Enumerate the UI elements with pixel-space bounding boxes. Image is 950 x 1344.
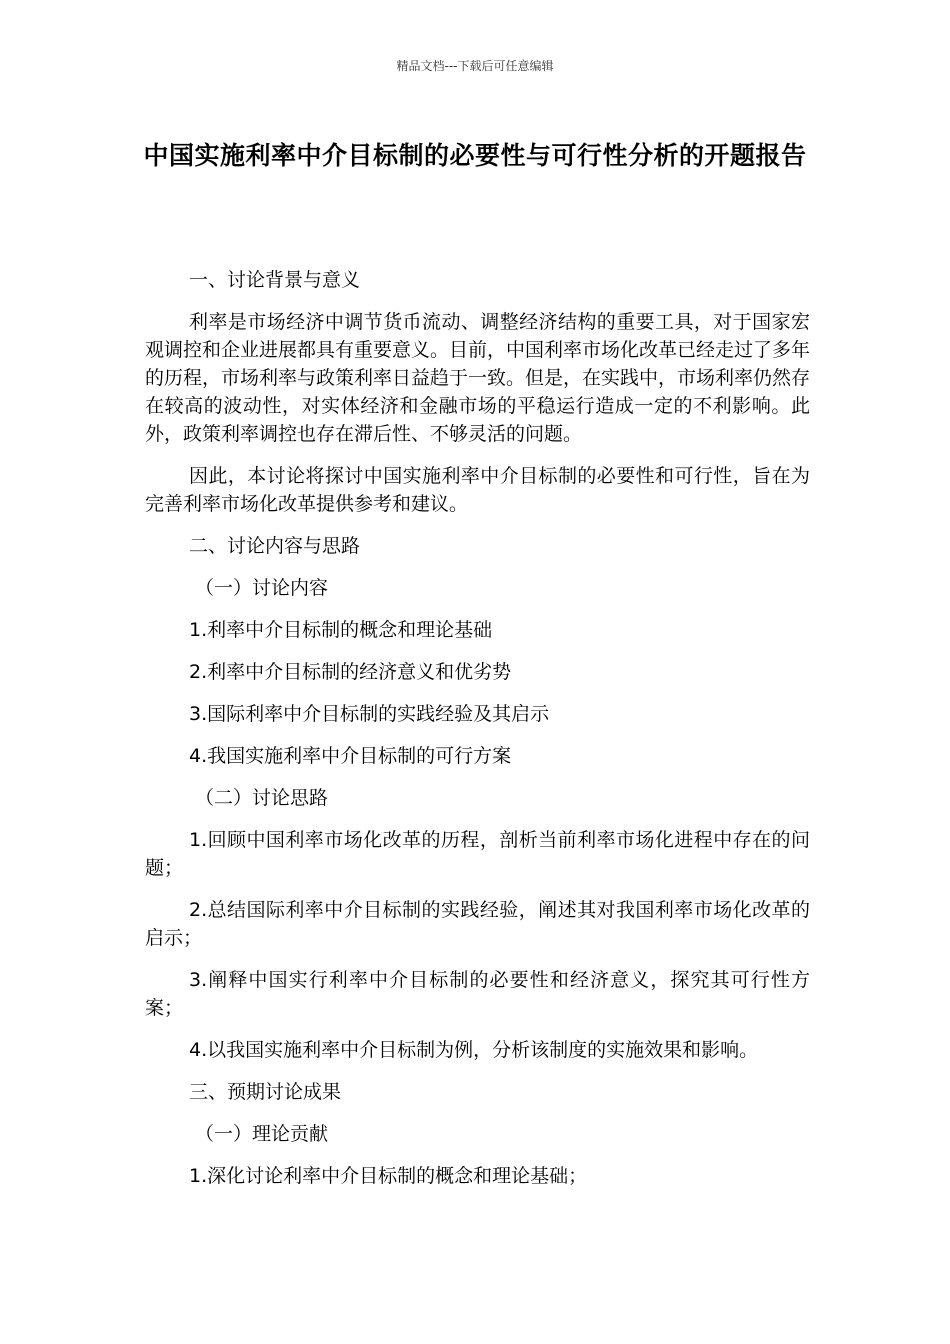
- paragraph: 2.总结国际利率中介目标制的实践经验，阐述其对我国利率市场化改革的启示；: [145, 899, 810, 949]
- paragraph: 3.阐释中国实行利率中介目标制的必要性和经济意义，探究其可行性方案；: [145, 969, 810, 1019]
- document-title: 中国实施利率中介目标制的必要性与可行性分析的开题报告: [143, 141, 807, 170]
- subsection-heading: （一）理论贡献: [195, 1123, 329, 1145]
- subsection-heading: （二）讨论思路: [195, 787, 329, 809]
- section-heading: 三、预期讨论成果: [189, 1081, 342, 1103]
- paragraph: 因此，本讨论将探讨中国实施利率中介目标制的必要性和可行性，旨在为完善利率市场化改革提供参考和建议。: [145, 465, 810, 515]
- list-item: 4.我国实施利率中介目标制的可行方案: [189, 745, 512, 767]
- document-body: [145, 266, 810, 1204]
- list-item: 1.深化讨论利率中介目标制的概念和理论基础；: [189, 1165, 588, 1187]
- subsection-heading: （一）讨论内容: [195, 577, 329, 599]
- list-item: 2.利率中介目标制的经济意义和优劣势: [189, 661, 512, 683]
- paragraph: 1.回顾中国利率市场化改革的历程，剖析当前利率市场化进程中存在的问题；: [145, 829, 810, 879]
- list-item: 1.利率中介目标制的概念和理论基础: [189, 619, 493, 641]
- list-item: 3.国际利率中介目标制的实践经验及其启示: [189, 703, 550, 725]
- page-header: 精品文档---下载后可任意编辑: [396, 59, 554, 73]
- section-heading: 一、讨论背景与意义: [189, 269, 361, 291]
- paragraph: 4.以我国实施利率中介目标制为例，分析该制度的实施效果和影响。: [189, 1039, 759, 1061]
- paragraph: 利率是市场经济中调节货币流动、调整经济结构的重要工具，对于国家宏观调控和企业进展都具有重要意义。目前，中国利率市场化改革已经走过了多年的历程，市场利率与政策利率日益趋于一致。但是，在实践中，市场利率仍然存在较高的波动性，对实体经济和金融市场的平稳运行造成一定的不利影响。此外，政策利率调控也存在滞后性、不够灵活的问题。: [145, 311, 811, 445]
- section-heading: 二、讨论内容与思路: [189, 535, 361, 557]
